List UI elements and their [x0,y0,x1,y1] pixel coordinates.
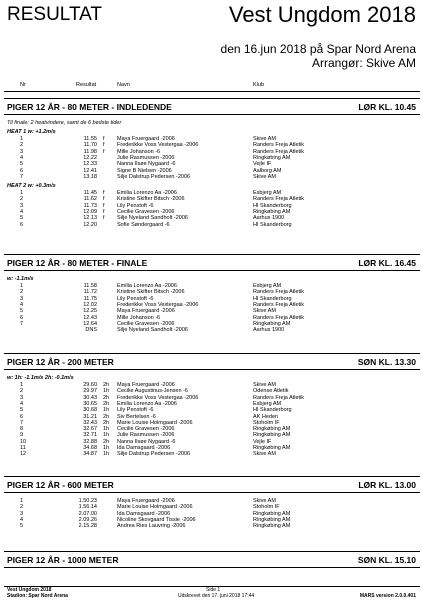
result-place: 3 [20,394,24,401]
result-name: Cecilie Gravesen -2006 [117,320,175,327]
result-res: 12.41 [83,167,97,174]
result-place: 4 [20,301,24,308]
result-name: Cecilie Gravesen -2006 [117,209,175,215]
result-name: Cecilie Augustinus-Jensen -6 [117,388,188,395]
result-place: 8 [20,426,24,433]
result-res: 32.43 [83,419,97,426]
result-name: Signe B Nielsen -2006 [117,167,172,174]
heat-heading: w: 1h: -1.1m/s 2h: -0.1m/s [7,375,74,381]
result-place: 9 [20,432,24,439]
result-flag: f [103,209,105,215]
result-club: Aalborg AM [253,167,282,174]
result-place: 11 [20,445,26,451]
result-res: 12.09 [83,209,97,215]
result-name: Mille Johanson -6 [117,148,161,155]
result-flag: 2h [103,438,110,445]
result-res: 11.62 [83,196,97,203]
result-name: Maya Fruergaard -2006 [117,308,175,315]
result-res: 34.68 [83,445,97,451]
result-name: Nanna Ilsøe Nygaard -6 [117,161,176,168]
result-name: Silje Dalstrup Pedersen -2006 [117,173,191,180]
footer-version: MARS version 2.0.0.401 [359,593,416,599]
result-res: 11.70 [83,142,97,149]
document-title: RESULTAT [7,4,103,25]
column-header-place: Nr [20,82,26,88]
result-place: 5 [20,215,24,222]
result-res: DNS [85,327,97,334]
result-club: Ringkøbing AM [253,516,291,523]
result-place: 6 [20,314,24,321]
result-club: Aarhus 1900 [253,215,285,222]
result-club: Skive AM [253,173,276,180]
result-place: 4 [20,400,24,407]
result-club: Ringkøbing AM [253,510,291,517]
result-club: Skive AM [253,451,276,458]
section-title: PIGER 12 ÅR - 80 METER - FINALE [7,258,148,268]
result-club: Ringkøbing AM [253,523,291,530]
result-row [0,451,424,458]
result-res: 2.09.26 [78,516,97,523]
result-place: 2 [20,504,24,511]
result-place: 6 [20,413,24,420]
result-row [0,327,424,334]
result-club: Ringkøbing AM [253,320,291,327]
result-name: Emilia Lorenzo Aa -2006 [117,283,177,289]
result-res: 30.68 [83,407,97,414]
result-club: Vejle IF [253,438,272,445]
result-place: 7 [20,320,24,327]
result-club: Vejle IF [253,161,272,168]
result-place: 3 [20,148,24,155]
result-name: Kristine Skifter Bitsch -2006 [117,289,185,296]
result-res: 11.72 [83,289,97,296]
result-res: 2.15.28 [78,523,97,530]
section-divider-top [4,254,420,255]
result-place: 2 [20,196,24,203]
result-name: Andrea Ries Lauvring -2006 [117,523,186,530]
result-res: 13.18 [83,173,97,180]
section-schedule: LØR KL. 16.45 [358,258,416,268]
result-place: 1 [20,190,24,197]
result-name: Siv Bertelsen -6 [117,413,156,420]
result-name: Mille Johanson -6 [117,314,161,321]
result-res: 12.33 [83,161,97,168]
result-club: Skive AM [253,382,276,388]
result-club: Skive AM [253,308,276,315]
result-name: Frederikke Voss Vestergaa -2006 [117,301,199,308]
result-res: 34.87 [83,451,97,458]
result-res: 29.60 [83,382,97,388]
result-club: Randers Freja Atletik [253,142,305,149]
result-place: 4 [20,209,24,215]
result-flag: f [103,215,105,222]
result-place: 1 [20,382,24,388]
result-flag: f [103,202,105,209]
result-res: 1.56.14 [78,504,97,511]
result-club: AK Heden [253,413,279,420]
heat-heading: w: -1.1m/s [7,276,34,282]
result-place: 12 [20,451,27,458]
result-flag: 1h [103,445,110,451]
result-flag: 2h [103,382,110,388]
result-club: Esbjerg AM [253,400,282,407]
result-club: Stoholm IF [253,419,280,426]
result-place: 6 [20,221,24,228]
result-club: Aarhus 1900 [253,327,285,334]
result-res: 12.64 [83,320,97,327]
result-name: Silje Nyeland Sandholt -2006 [117,327,188,334]
event-date-line: den 16.jun 2018 på Spar Nord Arena [220,42,416,56]
result-club: Stoholm IF [253,504,280,511]
result-club: Randers Freja Atletik [253,394,305,401]
section-divider-top [4,98,420,99]
section-divider-bottom [4,369,420,370]
result-name: Nanna Ilsøe Nygaard -6 [117,438,176,445]
result-name: Frederikke Voss Vestergaa -2006 [117,394,199,401]
result-place: 5 [20,308,24,315]
result-place: 3 [20,295,24,302]
result-res: 31.21 [83,413,97,420]
result-name: Cecilie Gravesen -2006 [117,426,175,433]
footer-printed: Udskrevet den 17. juni 2018 17:44 [178,593,255,599]
result-name: Silje Nyeland Sandholt -2006 [117,215,188,222]
section-divider-bottom [4,270,420,271]
result-name: Frederikke Voss Vestergaa -2006 [117,142,199,149]
result-name: Marie Louise Holmgaard -2006 [117,504,193,511]
result-flag: 2h [103,400,110,407]
organizer-line: Arrangør: Skive AM [311,56,416,70]
result-club: Randers Freja Atletik [253,196,305,203]
result-res: 11.98 [83,148,97,155]
result-place: 10 [20,438,27,445]
column-header-result: Resultat [76,82,97,88]
result-club: Skive AM [253,498,276,504]
result-flag: f [103,142,105,149]
result-res: 29.97 [83,388,97,395]
result-name: Kristine Skifter Bitsch -2006 [117,196,185,203]
result-name: Nicoline Skovgaard Tissie -2006 [117,516,196,523]
result-place: 1 [20,498,24,504]
result-name: Emilia Lorenzo Aa -2006 [117,400,177,407]
result-flag: 2h [103,394,110,401]
result-res: 12.20 [83,221,97,228]
result-place: 7 [20,419,24,426]
section-note: Til finale: 2 heatvindere, samt de 6 bedste tider [7,120,122,126]
result-name: Julie Rasmussen -2006 [117,432,175,439]
result-club: Randers Freja Atletik [253,148,305,155]
result-res: 32.67 [83,426,97,433]
result-flag: f [103,148,105,155]
result-club: Ringkøbing AM [253,154,291,161]
result-club: Esbjerg AM [253,190,282,197]
result-name: Lily Penstoft -6 [117,202,154,209]
section-divider-top [4,353,420,354]
section-schedule: SØN KL. 13.30 [357,357,416,367]
result-name: Lily Penstoft -6 [117,407,154,414]
result-place: 6 [20,167,24,174]
result-flag: 1h [103,426,110,433]
result-flag: f [103,190,105,197]
result-place: 3 [20,510,24,517]
result-club: HI Skanderborg [253,221,292,228]
result-row [0,174,424,181]
result-res: 32.71 [83,432,97,439]
section-schedule: LØR KL. 13.00 [358,480,416,490]
result-name: Julie Rasmussen -2006 [117,154,175,161]
result-flag: f [103,136,105,142]
result-place: 5 [20,523,24,530]
result-name: Maya Fruergaard -2006 [117,498,175,504]
result-res: 12.25 [83,308,97,315]
result-res: 11.75 [83,295,97,302]
result-name: Lily Penstoft -6 [117,295,154,302]
result-club: Odense Atletik [253,388,289,395]
footer-stadium: Stadion: Spar Nord Arena [7,593,68,599]
result-flag: 1h [103,407,110,414]
result-place: 4 [20,154,24,161]
result-club: Ringkøbing AM [253,445,291,451]
result-res: 11.55 [83,136,97,142]
result-flag: 1h [103,388,110,395]
result-name: Sofie Søndergaard -6 [117,221,170,228]
section-title: PIGER 12 ÅR - 1000 METER [7,555,119,565]
result-res: 1.50.23 [78,498,97,504]
result-name: Marie Louise Holmgaard -2006 [117,419,193,426]
result-res: 32.88 [83,438,97,445]
result-row [0,523,424,530]
section-divider-bottom [4,492,420,493]
result-place: 5 [20,161,24,168]
header-divider [4,91,420,92]
result-club: Ringkøbing AM [253,426,291,433]
section-divider-top [4,551,420,552]
column-header-name: Navn [117,82,130,88]
result-place: 1 [20,283,24,289]
section-schedule: LØR KL. 10.45 [358,102,416,112]
result-res: 12.22 [83,154,97,161]
result-name: Maya Fruergaard -2006 [117,382,175,388]
result-place: 4 [20,516,24,523]
section-title: PIGER 12 ÅR - 600 METER [7,480,114,490]
result-club: HI Skanderborg [253,295,292,302]
result-res: 30.43 [83,394,97,401]
heat-heading: HEAT 1 w: +1.2m/s [7,129,56,135]
result-res: 11.73 [83,202,97,209]
result-res: 12.13 [83,215,97,222]
section-title: PIGER 12 ÅR - 200 METER [7,357,114,367]
section-title: PIGER 12 ÅR - 80 METER - INDLEDENDE [7,102,172,112]
section-divider-top [4,476,420,477]
result-flag: 1h [103,432,110,439]
result-club: Randers Freja Atletik [253,289,305,296]
result-name: Emilia Lorenzo Aa -2006 [117,190,177,197]
result-name: Silje Dalstrup Pedersen -2006 [117,451,191,458]
result-flag: 1h [103,451,110,458]
result-res: 12.43 [83,314,97,321]
result-flag: 2h [103,419,110,426]
result-place: 2 [20,142,24,149]
result-club: Esbjerg AM [253,283,282,289]
result-club: HI Skanderborg [253,407,292,414]
result-res: 11.58 [83,283,97,289]
result-res: 2.07.00 [78,510,97,517]
result-club: Randers Freja Atletik [253,301,305,308]
footer-event: Vest Ungdom 2018 [7,587,52,593]
result-flag: f [103,196,105,203]
result-res: 11.45 [83,190,97,197]
result-club: Randers Freja Atletik [253,314,305,321]
result-place: 2 [20,388,24,395]
result-place: 5 [20,407,24,414]
result-club: Ringkøbing AM [253,209,291,215]
result-row [0,222,424,229]
result-flag: 2h [103,413,110,420]
heat-heading: HEAT 2 w: +0.3m/s [7,183,56,190]
result-name: Ida Damsgaard -2006 [117,510,171,517]
result-res: 12.02 [83,301,97,308]
result-place: 7 [20,173,24,180]
result-res: 30.65 [83,400,97,407]
result-club: Skive AM [253,136,276,142]
result-name: Maya Fruergaard -2006 [117,136,175,142]
result-club: HI Skanderborg [253,202,292,209]
result-place: 2 [20,289,24,296]
result-place: 3 [20,202,24,209]
section-divider-bottom [4,114,420,115]
event-name: Vest Ungdom 2018 [228,2,416,27]
section-divider-bottom [4,567,420,568]
result-club: Ringkøbing AM [253,432,291,439]
column-header-club: Klub [253,82,265,88]
footer-page: Side 1 [206,587,221,593]
result-name: Ida Damsgaard -2006 [117,445,171,451]
section-schedule: SØN KL. 15.10 [357,555,416,565]
result-place: 1 [20,136,24,142]
